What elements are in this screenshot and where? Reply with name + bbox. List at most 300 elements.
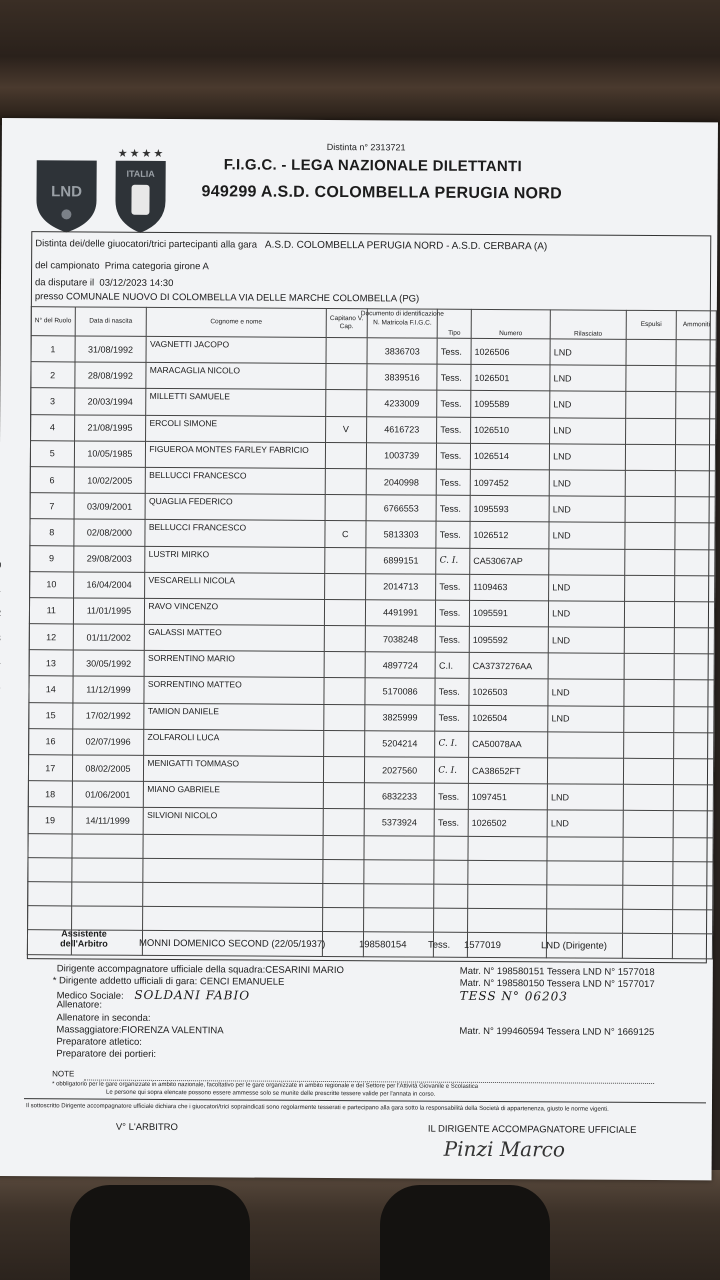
assistant-label: Assistente dell'Arbitro xyxy=(60,928,108,949)
col-ammoniti: Ammoniti xyxy=(676,311,716,340)
player-doc-type: Tess. xyxy=(437,391,471,417)
player-doc-issuer: LND xyxy=(549,575,625,602)
player-matricola: 4233009 xyxy=(367,390,437,417)
player-number: 14 xyxy=(29,676,73,702)
margin-row-number xyxy=(0,730,6,740)
player-doc-number: 1095592 xyxy=(469,626,548,653)
empty-cell xyxy=(673,837,713,861)
player-espulsi xyxy=(624,575,675,601)
staff-prep-portieri: Preparatore dei portieri: xyxy=(56,1048,157,1060)
table-row xyxy=(31,388,716,418)
player-espulsi xyxy=(625,418,676,444)
signature: Pinzi Marco xyxy=(443,1136,566,1162)
empty-cell xyxy=(468,884,547,909)
wooden-table-top xyxy=(0,0,720,125)
lnd-shield-logo xyxy=(33,156,99,234)
player-doc-number: 1026503 xyxy=(469,679,548,706)
player-doc-number: 1026514 xyxy=(470,443,549,470)
player-doc-issuer xyxy=(549,548,625,575)
empty-cell xyxy=(72,834,144,859)
margin-row-number xyxy=(0,486,8,496)
col-rilasciato: Rilasciato xyxy=(550,310,626,339)
player-doc-issuer: LND xyxy=(549,522,625,549)
player-doc-type: Tess. xyxy=(436,600,470,626)
empty-cell xyxy=(143,858,322,883)
player-number: 12 xyxy=(29,624,73,650)
table-row xyxy=(29,650,714,680)
player-captain xyxy=(323,756,365,782)
championship-value: Prima categoria girone A xyxy=(104,260,209,273)
player-name: QUAGLIA FEDERICO xyxy=(145,494,324,521)
player-number: 8 xyxy=(30,519,74,545)
empty-cell xyxy=(28,833,72,857)
margin-row-number xyxy=(0,462,8,472)
player-name: SORRENTINO MARIO xyxy=(144,651,323,678)
col-capitano: Capitano V. Cap. xyxy=(326,308,368,337)
empty-cell xyxy=(468,836,547,861)
player-doc-type: Tess. xyxy=(436,574,470,600)
margin-row-number xyxy=(0,852,6,862)
player-birthdate: 11/01/1995 xyxy=(73,598,145,625)
player-doc-type: Tess. xyxy=(434,810,468,836)
empty-cell xyxy=(673,886,713,910)
player-birthdate: 02/07/1996 xyxy=(72,729,144,756)
player-espulsi xyxy=(624,627,675,653)
player-espulsi xyxy=(623,758,674,784)
table-row xyxy=(29,624,714,654)
player-captain xyxy=(325,390,367,416)
player-doc-type: Tess. xyxy=(435,705,469,731)
player-doc-number: 1097452 xyxy=(470,469,549,496)
empty-cell xyxy=(364,859,434,884)
player-name: TAMION DANIELE xyxy=(144,703,323,730)
staff-allenatore: Allenatore: xyxy=(56,999,103,1011)
player-matricola: 6832233 xyxy=(364,783,434,810)
player-doc-type: Tess. xyxy=(436,495,470,521)
assistant-tipo: Tess. xyxy=(427,939,451,951)
players-table xyxy=(27,306,717,959)
player-ammoniti xyxy=(676,392,716,418)
player-doc-number: 1026504 xyxy=(469,705,548,732)
player-doc-number: 1026502 xyxy=(468,810,547,837)
player-doc-issuer: LND xyxy=(548,705,624,732)
empty-cell xyxy=(322,883,364,907)
player-doc-type: Tess. xyxy=(437,364,471,390)
player-espulsi xyxy=(624,654,675,680)
player-number: 9 xyxy=(30,545,74,571)
player-espulsi xyxy=(623,784,674,810)
col-espulsi: Espulsi xyxy=(626,310,677,339)
empty-cell xyxy=(28,857,72,881)
table-row xyxy=(28,807,713,837)
player-doc-issuer: LND xyxy=(550,417,626,444)
player-doc-number: 1026506 xyxy=(471,338,550,365)
table-row xyxy=(31,336,716,366)
venue-label: presso xyxy=(34,291,64,303)
table-row xyxy=(30,519,715,549)
col-matricola: N. Matricola F.I.G.C. xyxy=(367,309,437,338)
table-row xyxy=(30,545,715,575)
referee-label: V° L'ARBITRO xyxy=(115,1121,178,1134)
margin-row-number xyxy=(0,681,7,691)
player-ammoniti xyxy=(675,471,715,497)
player-birthdate: 28/08/1992 xyxy=(74,362,146,389)
player-doc-number: 1109463 xyxy=(470,574,549,601)
empty-cell xyxy=(434,884,468,908)
player-espulsi xyxy=(625,496,676,522)
player-name: ZOLFAROLI LUCA xyxy=(144,729,323,756)
player-captain xyxy=(323,704,365,730)
player-doc-number: 1097451 xyxy=(468,784,547,811)
player-ammoniti xyxy=(676,444,716,470)
player-doc-number: CA53067AP xyxy=(470,548,549,575)
margin-row-number xyxy=(0,438,8,448)
table-row xyxy=(30,493,715,523)
player-birthdate: 01/06/2001 xyxy=(72,781,144,808)
empty-cell xyxy=(364,835,434,860)
player-captain xyxy=(324,652,366,678)
table-row xyxy=(29,728,714,758)
player-doc-issuer xyxy=(548,758,624,785)
assistant-name: MONNI DOMENICO SECOND (22/05/1937) xyxy=(138,937,326,950)
player-doc-issuer: LND xyxy=(547,810,623,837)
col-numero: Numero xyxy=(471,309,550,338)
staff-allenatore2: Allenatore in seconda: xyxy=(56,1012,151,1024)
match-line-2 xyxy=(35,260,209,272)
accompagnatore-label: IL DIRIGENTE ACCOMPAGNATORE UFFICIALE xyxy=(427,1123,637,1136)
medico-value: SOLDANI FABIO xyxy=(134,987,251,1003)
player-matricola: 4616723 xyxy=(367,416,437,443)
player-doc-issuer xyxy=(548,653,624,680)
player-name: LUSTRI MIRKO xyxy=(145,546,324,573)
table-row xyxy=(29,598,714,628)
player-doc-type: Tess. xyxy=(435,679,469,705)
player-ammoniti xyxy=(676,340,716,366)
player-matricola: 5204214 xyxy=(365,731,435,758)
empty-cell xyxy=(71,858,143,883)
player-espulsi xyxy=(626,366,677,392)
federation-title: F.I.G.C. - LEGA NAZIONALE DILETTANTI xyxy=(223,156,523,176)
player-number: 4 xyxy=(31,414,75,440)
player-doc-issuer: LND xyxy=(550,391,626,418)
player-doc-type: C.I. xyxy=(435,652,469,678)
player-doc-type: Tess. xyxy=(437,469,471,495)
player-name: SILVIONI NICOLO xyxy=(143,808,322,835)
margin-row-number xyxy=(0,877,5,887)
player-matricola: 6899151 xyxy=(366,547,436,574)
player-doc-number: CA38652FT xyxy=(468,757,547,784)
player-doc-issuer: LND xyxy=(548,627,624,654)
empty-cell xyxy=(364,884,434,909)
player-birthdate: 31/08/1992 xyxy=(75,336,147,363)
empty-cell xyxy=(468,860,547,885)
date-value: 03/12/2023 14:30 xyxy=(99,277,174,290)
margin-row-number xyxy=(0,560,7,570)
margin-row-number xyxy=(0,828,6,838)
player-doc-number: 1095589 xyxy=(471,391,550,418)
lnd-logo-text: LND xyxy=(51,183,83,201)
player-birthdate: 16/04/2004 xyxy=(73,572,145,599)
player-number: 7 xyxy=(30,493,74,519)
player-doc-issuer: LND xyxy=(547,784,623,811)
player-birthdate: 02/08/2000 xyxy=(73,519,145,546)
player-number: 3 xyxy=(31,388,75,414)
col-nascita: Data di nascita xyxy=(75,307,147,336)
player-ammoniti xyxy=(675,549,715,575)
staff-prep-atletico: Preparatore atletico: xyxy=(56,1036,142,1048)
player-name: MENIGATTI TOMMASO xyxy=(144,755,323,782)
player-birthdate: 01/11/2002 xyxy=(73,624,145,651)
note-label: NOTE xyxy=(52,1069,75,1079)
staff-matr-3: TESS N° 06203 xyxy=(459,988,568,1004)
player-ammoniti xyxy=(676,418,716,444)
player-matricola: 7038248 xyxy=(365,626,435,653)
player-doc-type: Tess. xyxy=(436,626,470,652)
player-espulsi xyxy=(623,732,674,758)
player-doc-issuer: LND xyxy=(549,601,625,628)
margin-row-number xyxy=(0,584,7,594)
player-name: FIGUEROA MONTES FARLEY FABRICIO xyxy=(146,441,325,468)
match-roster-sheet xyxy=(0,118,718,1180)
player-matricola: 3839516 xyxy=(367,364,437,391)
player-birthdate: 03/09/2001 xyxy=(74,493,146,520)
player-ammoniti xyxy=(675,575,715,601)
player-doc-type: Tess. xyxy=(437,338,471,364)
player-name: BELLUCCI FRANCESCO xyxy=(146,467,325,494)
table-row xyxy=(28,781,713,811)
player-name: BELLUCCI FRANCESCO xyxy=(145,520,324,547)
player-ammoniti xyxy=(674,785,714,811)
player-number: 19 xyxy=(28,807,72,833)
table-row xyxy=(29,702,714,732)
player-ammoniti xyxy=(676,366,716,392)
player-matricola: 5373924 xyxy=(364,809,434,836)
player-number: 15 xyxy=(29,702,73,728)
player-number: 6 xyxy=(30,467,74,493)
margin-row-number xyxy=(0,511,8,521)
player-doc-type: C. I. xyxy=(435,757,469,783)
margin-row-number xyxy=(0,413,8,423)
player-captain xyxy=(324,599,366,625)
player-birthdate: 21/08/1995 xyxy=(74,415,146,442)
player-captain xyxy=(323,678,365,704)
empty-cell xyxy=(622,861,673,885)
player-doc-type: Tess. xyxy=(435,783,469,809)
assistant-row xyxy=(27,925,705,959)
shoe-left xyxy=(70,1185,250,1280)
player-matricola: 5813303 xyxy=(366,521,436,548)
player-name: ERCOLI SIMONE xyxy=(146,415,325,442)
player-name: MILLETTI SAMUELE xyxy=(146,389,325,416)
table-row xyxy=(31,414,716,444)
player-name: SORRENTINO MATTEO xyxy=(144,677,323,704)
player-ammoniti xyxy=(674,706,714,732)
player-espulsi xyxy=(624,601,675,627)
player-espulsi xyxy=(624,549,675,575)
player-doc-type: Tess. xyxy=(436,521,470,547)
match-line-3 xyxy=(35,277,173,289)
table-row xyxy=(31,362,716,392)
player-doc-issuer: LND xyxy=(550,444,626,471)
player-doc-number: CA3737276AA xyxy=(469,653,548,680)
table-row xyxy=(29,676,714,706)
empty-cell xyxy=(434,836,468,860)
player-captain xyxy=(324,573,366,599)
player-ammoniti xyxy=(675,523,715,549)
medico-label: Medico Sociale: xyxy=(56,990,124,1002)
player-matricola: 2040998 xyxy=(366,469,436,496)
assistant-matricola: 198580154 xyxy=(358,939,407,951)
player-name: MIANO GABRIELE xyxy=(144,782,323,809)
footnote-1: * obbligatorio per le gare organizzate in ambito nazionale, facoltativo per le gare organizzate in ambito regionale e del Settore per l'Attività Giovanile e Scolastica xyxy=(52,1081,479,1090)
player-doc-issuer: LND xyxy=(550,365,626,392)
player-doc-issuer: LND xyxy=(550,339,626,366)
staff-massaggiatore: Massaggiatore:FIORENZA VALENTINA xyxy=(56,1024,224,1037)
distinta-number: Distinta n° 2313721 xyxy=(326,141,406,153)
player-number: 1 xyxy=(31,336,75,362)
player-name: GALASSI MATTEO xyxy=(145,624,324,651)
player-matricola: 3825999 xyxy=(365,704,435,731)
margin-row-number xyxy=(0,755,6,765)
club-title: 949299 A.S.D. COLOMBELLA PERUGIA NORD xyxy=(201,183,563,203)
table-row xyxy=(30,467,715,497)
championship-label: del campionato xyxy=(35,260,100,272)
margin-row-number xyxy=(0,340,9,350)
player-birthdate: 17/02/1992 xyxy=(72,703,144,730)
player-captain xyxy=(325,442,367,468)
player-number: 5 xyxy=(30,440,74,466)
player-doc-issuer: LND xyxy=(548,679,624,706)
assistant-numero: 1577019 xyxy=(463,939,501,952)
player-birthdate: 29/08/2003 xyxy=(73,545,145,572)
match-value: A.S.D. COLOMBELLA PERUGIA NORD - A.S.D. CERBARA (A) xyxy=(264,239,548,253)
player-doc-type: Tess. xyxy=(437,417,471,443)
player-doc-number: 1026510 xyxy=(470,417,549,444)
player-captain xyxy=(324,547,366,573)
player-captain: V xyxy=(325,416,367,442)
player-birthdate: 14/11/1999 xyxy=(72,807,144,834)
match-label: Distinta dei/delle giuocatori/trici partecipanti alla gara xyxy=(35,238,258,251)
player-espulsi xyxy=(624,680,675,706)
player-doc-number: 1026512 xyxy=(470,522,549,549)
player-doc-number: 1026501 xyxy=(471,365,550,392)
player-captain xyxy=(323,783,365,809)
empty-cell xyxy=(623,837,674,861)
player-captain xyxy=(325,495,367,521)
player-matricola: 3836703 xyxy=(367,338,437,365)
player-espulsi xyxy=(626,339,677,365)
col-documento: Documento di identificazione xyxy=(360,310,444,318)
margin-row-number xyxy=(0,608,7,618)
player-matricola: 4491991 xyxy=(365,600,435,627)
margin-row-number xyxy=(0,779,6,789)
margin-row-number xyxy=(0,633,7,643)
col-ruolo: N° del Ruolo xyxy=(31,307,75,336)
player-doc-type: Tess. xyxy=(437,443,471,469)
player-ammoniti xyxy=(674,732,714,758)
date-label: da disputare il xyxy=(34,277,95,289)
staff-matr-2: Matr. N° 198580150 Tessera LND N° 1577017 xyxy=(459,977,655,991)
player-doc-issuer: LND xyxy=(549,496,625,523)
player-number: 10 xyxy=(30,571,74,597)
player-name: MARACAGLIA NICOLO xyxy=(146,363,325,390)
empty-cell xyxy=(547,885,623,910)
player-ammoniti xyxy=(674,654,714,680)
player-name: VESCARELLI NICOLA xyxy=(145,572,324,599)
player-espulsi xyxy=(625,392,676,418)
player-doc-type: C. I. xyxy=(436,548,470,574)
player-ammoniti xyxy=(675,601,715,627)
italia-shield-logo xyxy=(111,157,169,235)
empty-cell xyxy=(673,861,713,885)
stars-icon: ★★★★ xyxy=(117,147,166,160)
margin-row-number xyxy=(0,901,5,911)
player-espulsi xyxy=(625,444,676,470)
footnote-2: Le persone qui sopra elencate possono essere ammesse solo se munite delle prescritte tessere valide per l'annata in corso. xyxy=(106,1089,436,1098)
player-birthdate: 11/12/1999 xyxy=(72,676,144,703)
player-birthdate: 30/05/1992 xyxy=(73,650,145,677)
player-doc-type: C. I. xyxy=(435,731,469,757)
empty-cell xyxy=(143,834,322,859)
margin-row-number xyxy=(0,535,7,545)
italia-logo-text: ITALIA xyxy=(126,168,155,179)
player-espulsi xyxy=(625,523,676,549)
table-row xyxy=(30,440,715,470)
player-doc-number: CA50078AA xyxy=(469,731,548,758)
player-number: 2 xyxy=(31,362,75,388)
player-doc-number: 1095591 xyxy=(469,600,548,627)
col-tipo: Tipo xyxy=(437,309,471,338)
empty-cell xyxy=(71,882,143,907)
player-number: 18 xyxy=(28,781,72,807)
player-espulsi xyxy=(623,811,674,837)
player-ammoniti xyxy=(673,811,713,837)
table-row xyxy=(30,571,715,601)
shoe-right xyxy=(380,1185,550,1280)
player-doc-issuer xyxy=(548,732,624,759)
empty-cell xyxy=(322,859,364,883)
player-doc-issuer: LND xyxy=(549,470,625,497)
empty-cell xyxy=(547,836,623,861)
table-row xyxy=(28,755,713,785)
staff-dirigente: Dirigente accompagnatore ufficiale della squadra:CESARINI MARIO xyxy=(56,963,344,977)
player-birthdate: 08/02/2005 xyxy=(72,755,144,782)
player-name: RAVO VINCENZO xyxy=(145,598,324,625)
margin-row-number xyxy=(0,364,8,374)
footnote-3: Il sottoscritto Dirigente accompagnatore ufficiale dichiara che i giuocatori/trici sopraindicati sono regolarmente tesserati e partecipano alla gara sotto la responsabilità della Società di appartenenza, giusto le norme vigenti. xyxy=(25,1103,609,1113)
empty-cell xyxy=(323,835,365,859)
margin-row-number xyxy=(0,706,6,716)
margin-row-number xyxy=(0,389,8,399)
player-matricola: 6766553 xyxy=(366,495,436,522)
empty-cell xyxy=(28,882,72,906)
player-ammoniti xyxy=(674,759,714,785)
player-matricola: 5170086 xyxy=(365,678,435,705)
staff-addetto: * Dirigente addetto ufficiali di gara: CENCI EMANUELE xyxy=(52,975,285,988)
player-number: 13 xyxy=(29,650,73,676)
player-captain xyxy=(325,364,367,390)
player-matricola: 4897724 xyxy=(365,652,435,679)
col-nome: Cognome e nome xyxy=(147,307,326,337)
player-captain xyxy=(325,468,367,494)
player-espulsi xyxy=(623,706,674,732)
player-ammoniti xyxy=(674,680,714,706)
player-ammoniti xyxy=(675,628,715,654)
player-captain xyxy=(326,337,368,363)
player-captain xyxy=(323,809,365,835)
player-captain xyxy=(324,626,366,652)
player-doc-number: 1095593 xyxy=(470,495,549,522)
